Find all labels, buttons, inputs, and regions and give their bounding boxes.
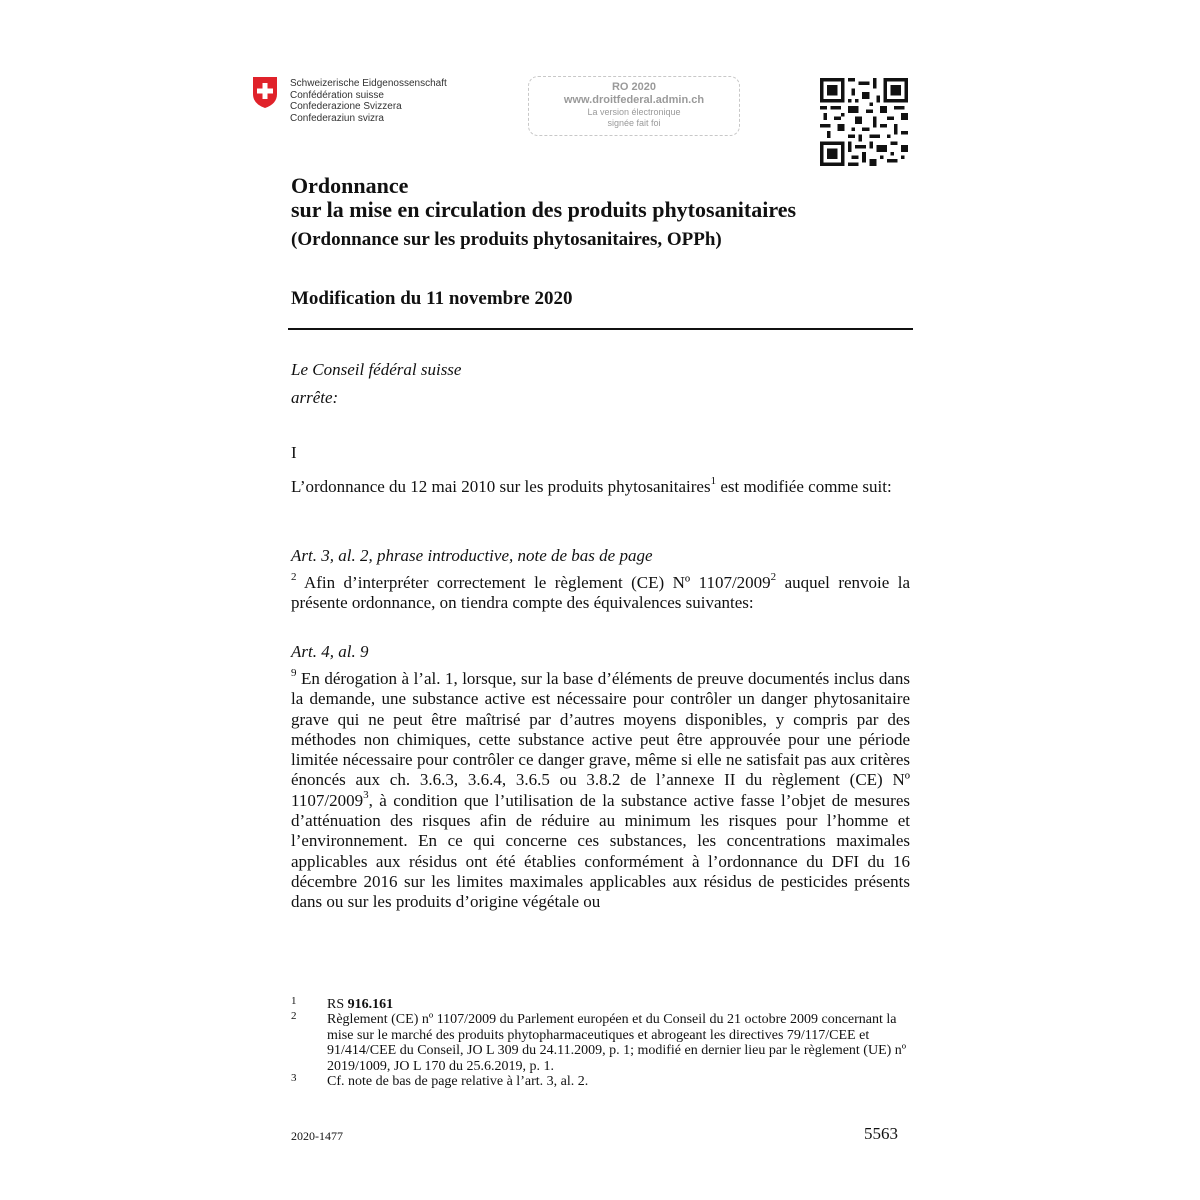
art3-paragraph — [291, 573, 910, 614]
preamble-authority: Le Conseil fédéral suisse — [291, 360, 462, 379]
footnote-3 — [291, 1074, 911, 1089]
modification-date: Modification du 11 novembre 2020 — [291, 288, 573, 309]
footnote-text: Règlement (CE) nº 1107/2009 du Parlement européen et du Conseil du 21 octobre 2009 concernant la mise sur le marché des produits phytopharmaceutiques et abrogeant les directives 79/117/CEE et 91/414/CEE du Conseil, JO L 309 du 24.11.2009, p. 1; modifié en dernier lieu par le règlement (UE) nº 2019/1009, JO L 170 du 25.6.2019, p. 1. — [327, 1012, 907, 1074]
art3-text-b: auquel renvoie la présente ordonnance, on tiendra compte des équivalences suivantes: — [291, 573, 910, 613]
stamp-line3: La version électronique — [587, 107, 681, 117]
footnote-ref-2[interactable]: 2 — [770, 571, 777, 584]
intro-paragraph — [291, 477, 910, 497]
page-number: 5563 — [864, 1124, 898, 1143]
footnote-1 — [291, 997, 911, 1012]
footnote-rs-number: 916.161 — [347, 997, 394, 1012]
art3-heading: Art. 3, al. 2, phrase introductive, note de bas de page — [291, 546, 653, 565]
footnote-ref-1[interactable]: 1 — [710, 475, 717, 488]
footnote-prefix: RS — [327, 997, 348, 1012]
art4-text-b: , à condition que l’utilisation de la substance active fasse l’objet de mesures d’atténuation des risques afin de réduire au minimum les risques pour l’homme et l’environnement. En ce qui concerne ces substances, les concentrations maximales applicables aux résidus ont été établies conformément à l’ordonnance du DFI du 16 décembre 2016 sur les limites maximales applicables aux résidus de pesticides présents dans ou sur les produits d’origine végétale ou — [291, 790, 910, 912]
title-short-name: (Ordonnance sur les produits phytosanitaires, OPPh) — [291, 229, 722, 250]
art3-alinea-number: 2 — [291, 571, 297, 584]
confed-line-rm: Confederaziun svizra — [290, 112, 384, 124]
confed-line-de: Schweizerische Eidgenossenschaft — [290, 78, 447, 89]
stamp-ro: RO 2020 — [611, 81, 657, 93]
footnote-text: Cf. note de bas de page relative à l’art. 3, al. 2. — [327, 1074, 589, 1090]
title-subject: sur la mise en circulation des produits phytosanitaires — [291, 197, 797, 222]
electronic-version-stamp — [528, 76, 740, 136]
art3-text-a: Afin d’interpréter correctement le règlement (CE) Nº 1107/2009 — [296, 573, 771, 592]
footnote-2 — [291, 1012, 911, 1074]
footnote-ref-3[interactable]: 3 — [363, 789, 369, 802]
confederation-names — [290, 78, 447, 124]
intro-text-b: est modifiée comme suit: — [716, 477, 892, 496]
title-divider — [288, 328, 913, 330]
art4-alinea-number: 9 — [291, 669, 297, 680]
art4-text-a: En dérogation à l’al. 1, lorsque, sur la base d’éléments de preuve documentés inclus dans la demande, une substance active est nécessaire pour contrôler un danger phytosanitaire grave qui ne peut être maîtrisé par d’autres moyens disponibles, y compris par des méthodes non chimiques, cette substance active peut être approuvée pour une période limitée nécessaire pour contrôler ce danger grave, même si elle ne satisfait pas aux critères énoncés aux ch. 3.6.3, 3.6.4, 3.6.5 ou 3.8.2 de l’annexe II du règlement (CE) Nº 1107/2009 — [291, 669, 910, 810]
footnotes — [291, 997, 911, 1089]
stamp-url: www.droitfederal.admin.ch — [563, 94, 705, 106]
swiss-crest-logo — [252, 76, 278, 109]
footnote-number: 3 — [291, 1072, 297, 1085]
intro-text-a: L’ordonnance du 12 mai 2010 sur les produits phytosanitaires — [291, 477, 711, 496]
footnote-number: 2 — [291, 1010, 297, 1023]
art4-heading: Art. 4, al. 9 — [291, 642, 369, 661]
preamble-decree: arrête: — [291, 388, 339, 407]
confed-line-fr: Confédération suisse — [290, 89, 384, 101]
footnote-number: 1 — [291, 995, 297, 1007]
document-number: 2020-1477 — [291, 1129, 343, 1143]
section-number: I — [291, 443, 297, 462]
confed-line-it: Confederazione Svizzera — [290, 101, 402, 113]
stamp-line4: signée fait foi — [607, 118, 661, 128]
title-ordonnance: Ordonnance — [291, 173, 409, 198]
art4-paragraph — [291, 669, 910, 913]
qr-code[interactable] — [820, 78, 908, 166]
